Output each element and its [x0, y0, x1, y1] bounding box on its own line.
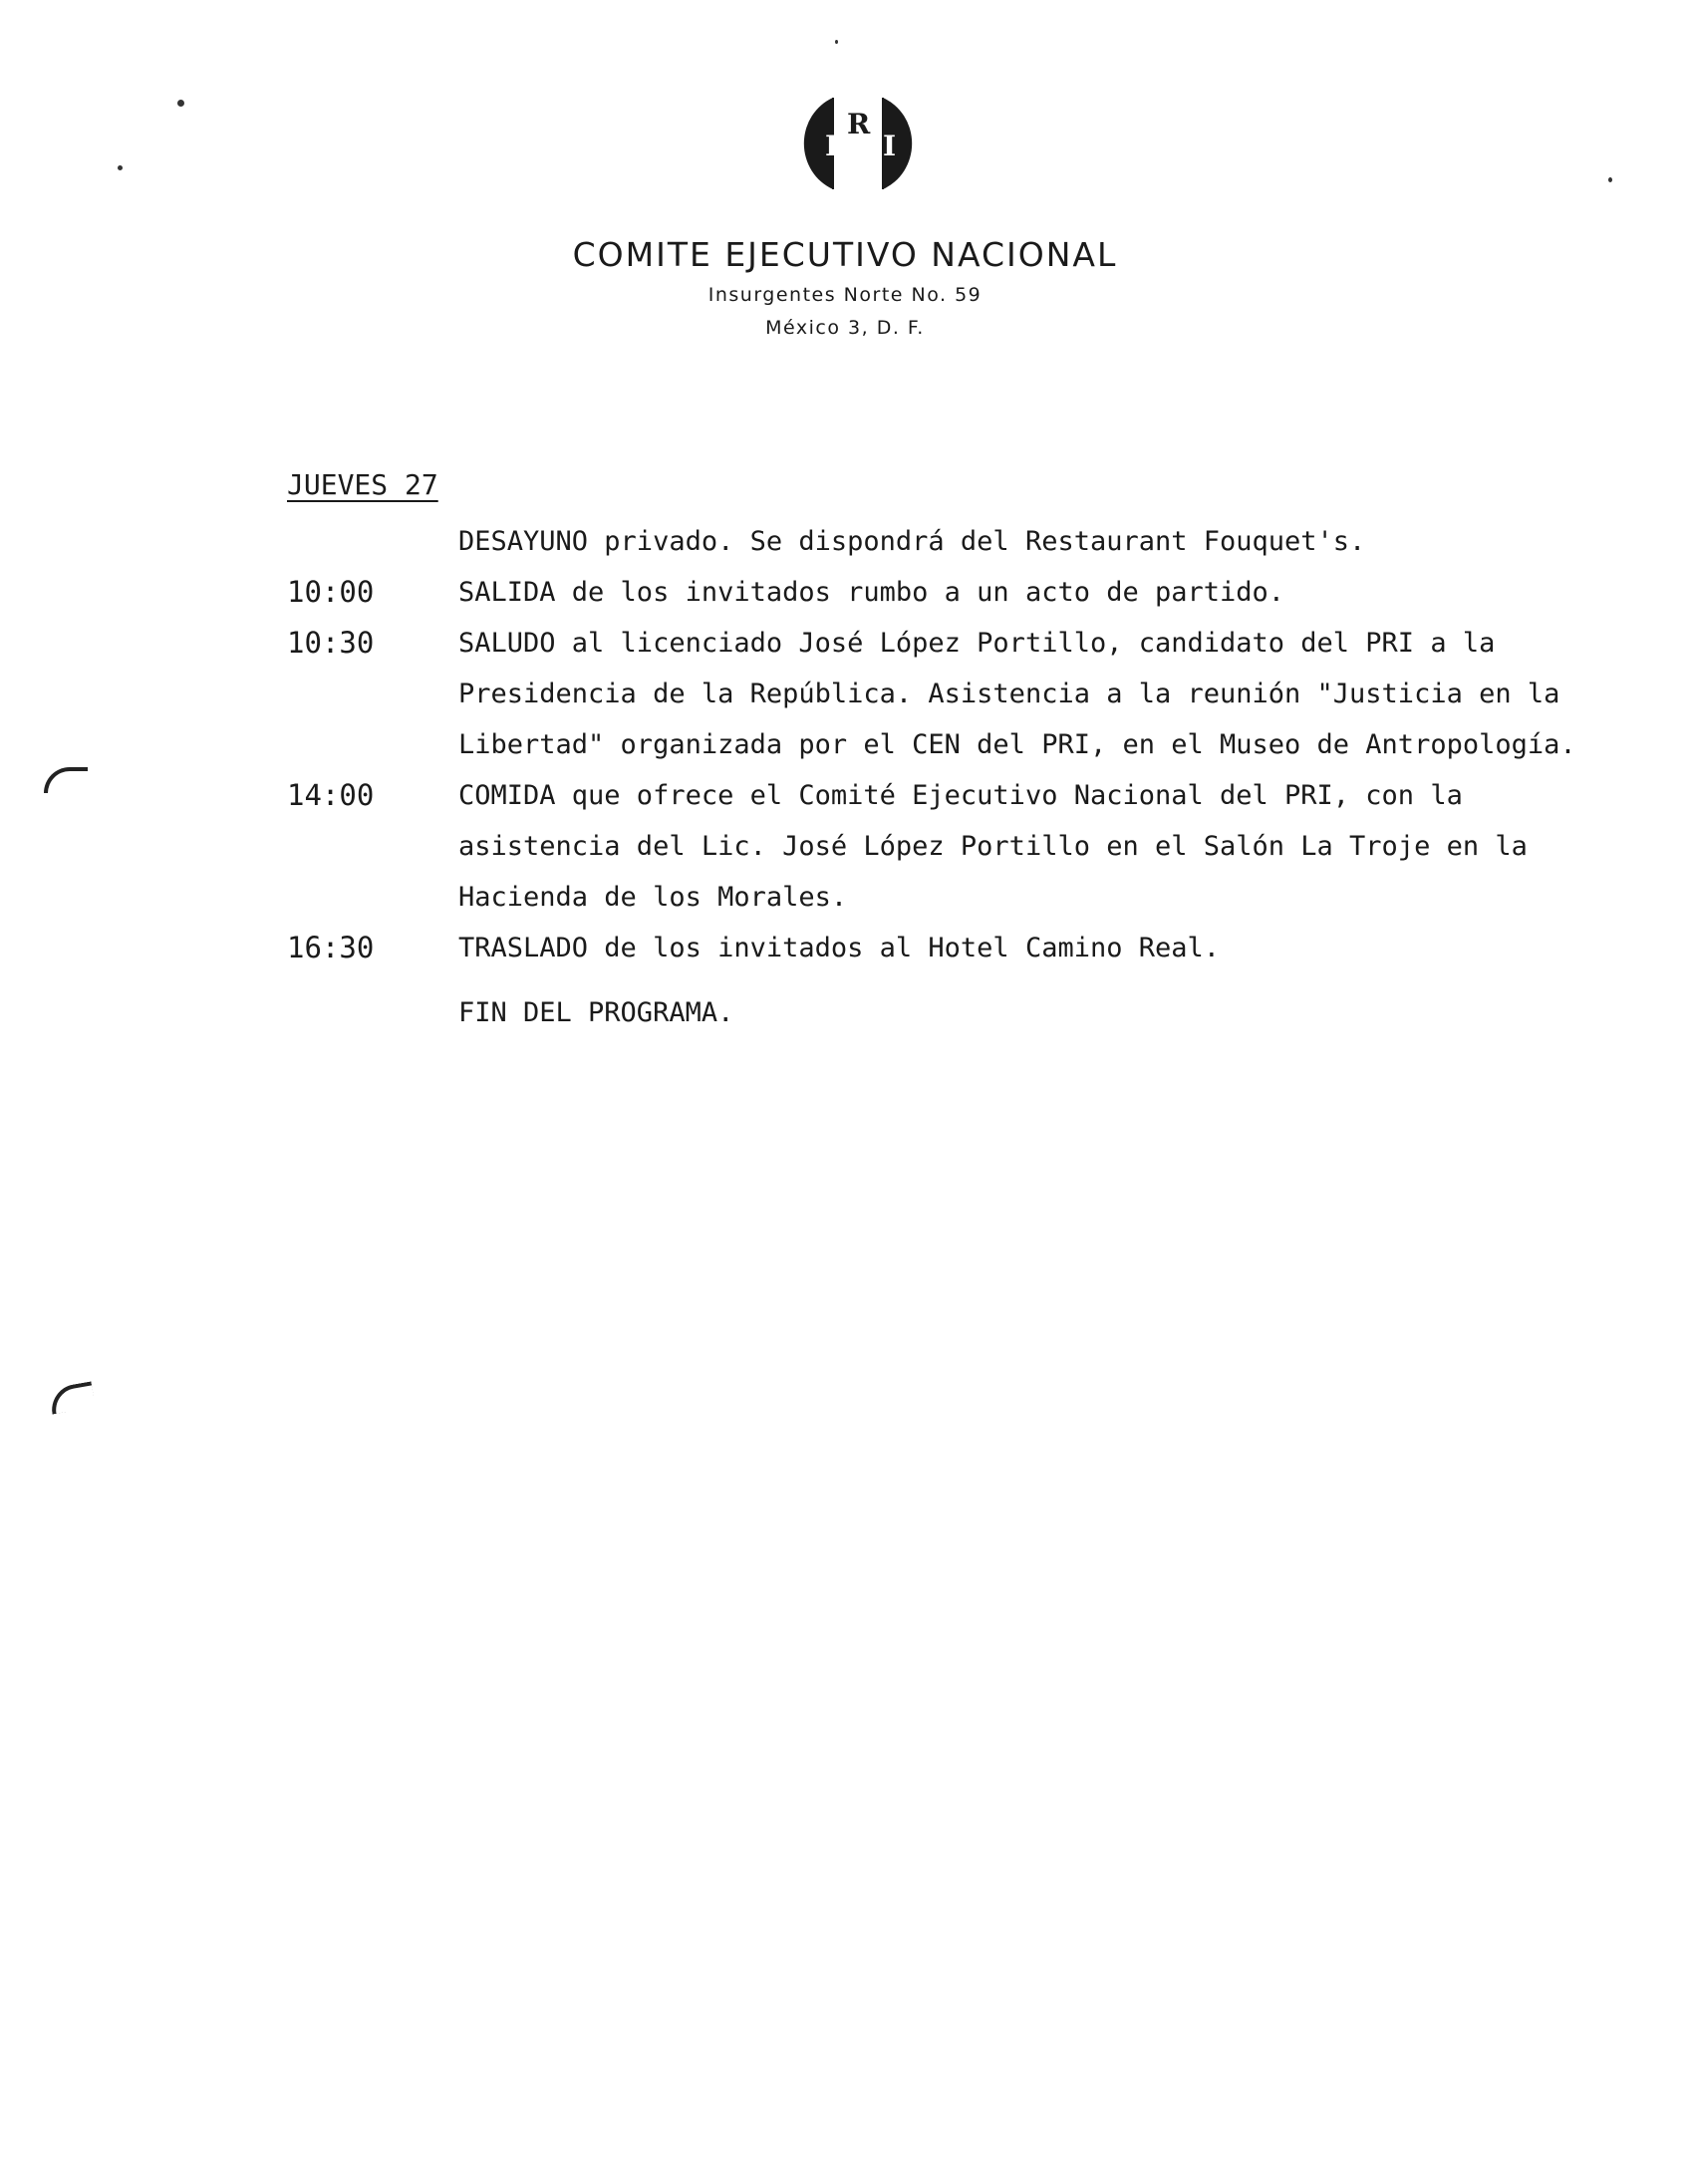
address-line-2: México 3, D. F. [765, 317, 925, 339]
schedule-item [287, 567, 1642, 618]
schedule-time: 16:30 [287, 931, 375, 964]
schedule-description: COMIDA que ofrece el Comité Ejecutivo Nacional del PRI, con la asistencia del Lic. José López Portillo en el Salón La Troje en la Hacienda de los Morales. [458, 780, 1528, 913]
schedule-time: 10:30 [287, 626, 375, 660]
day-heading: JUEVES 27 [287, 468, 438, 501]
schedule-description: SALIDA de los invitados rumbo a un acto de partido. [458, 577, 1285, 608]
schedule-time: 14:00 [287, 778, 375, 812]
schedule-description: DESAYUNO privado. Se dispondrá del Restaurant Fouquet's. [458, 526, 1366, 557]
svg-text:I: I [883, 130, 897, 162]
schedule-time: 10:00 [287, 575, 375, 609]
scan-dot [835, 40, 838, 44]
schedule-description: SALUDO al licenciado José López Portillo, candidato del PRI a la Presidencia de la República. Asistencia a la reunión "Justicia en la Libertad" organizada por el CEN del PRI, en el Museo de Antropología. [458, 628, 1576, 760]
address-line-1: Insurgentes Norte No. 59 [707, 284, 983, 306]
schedule-item [287, 516, 1642, 567]
scan-mark [44, 767, 88, 793]
schedule-closing [287, 987, 1642, 1038]
scan-mark [48, 1381, 96, 1414]
schedule-item [287, 923, 1642, 973]
schedule-description: TRASLADO de los invitados al Hotel Camino Real. [458, 933, 1221, 963]
organization-name: COMITE EJECUTIVO NACIONAL [572, 235, 1118, 274]
scan-dot [1608, 177, 1612, 182]
svg-text:P: P [825, 130, 847, 162]
pri-logo [803, 90, 913, 197]
scan-dot [177, 100, 184, 107]
closing-text: FIN DEL PROGRAMA. [458, 997, 734, 1028]
schedule-item [287, 618, 1642, 770]
scan-dot [118, 165, 123, 170]
schedule-item [287, 770, 1642, 923]
schedule-list [287, 516, 1642, 1038]
svg-text:R: R [847, 108, 871, 140]
